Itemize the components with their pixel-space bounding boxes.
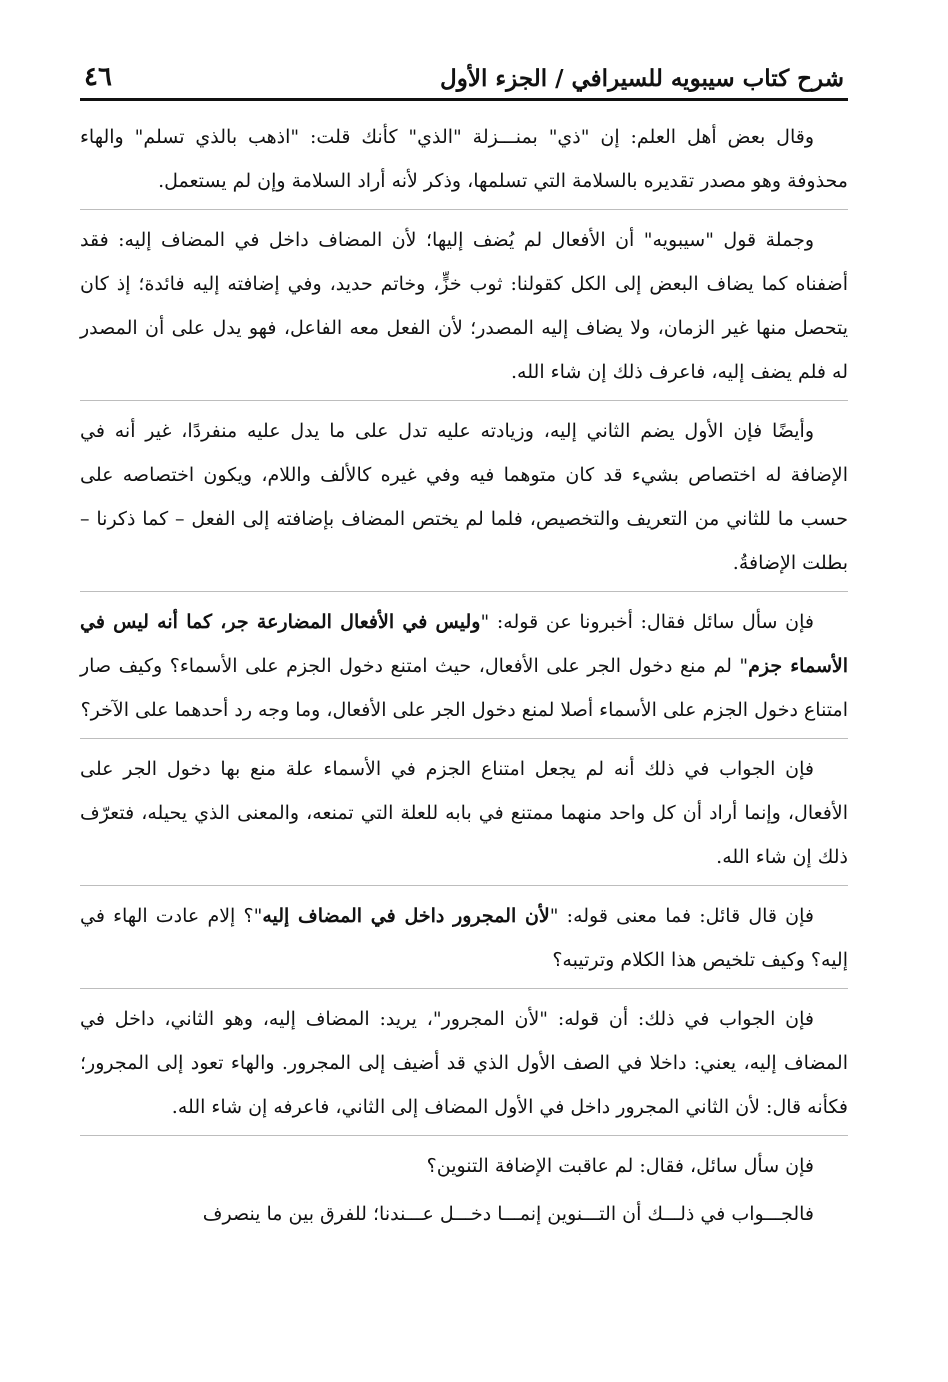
paragraph-text: وقال بعض أهل العلم: إن "ذي" بمنـــزلة "الذي" كأنك قلت: "اذهب بالذي تسلم" والهاء محذوفة وهو مصدر تقديره بالسلامة التي تسلمها، وذكر لأنه أراد السلامة وإن لم يستعمل. bbox=[80, 126, 848, 192]
paragraph-text: فإن الجواب في ذلك أنه لم يجعل امتناع الجزم في الأسماء علة منع بها دخول الجر على الأفعال، وإنما أراد أن كل واحد منهما ممتنع في بابه للعلة التي تمنعه، والمعنى الذي يحيله، فتعرّف ذلك إن شاء الله. bbox=[80, 758, 848, 868]
paragraph bbox=[80, 218, 848, 401]
running-title: شرح كتاب سيبويه للسيرافي / الجزء الأول bbox=[440, 65, 844, 92]
paragraph bbox=[80, 115, 848, 210]
paragraph-text: فإن الجواب في ذلك: أن قوله: "لأن المجرور"، يريد: المضاف إليه، وهو الثاني، داخل في المضاف إليه، يعني: داخلا في الصف الأول الذي قد أضيف إلى المجرور. والهاء تعود إلى المجرور؛ فكأنه قال: لأن الثاني المجرور داخل في الأول المضاف إلى الثاني، فاعرفه إن شاء الله. bbox=[80, 1008, 848, 1118]
paragraph bbox=[80, 894, 848, 989]
paragraph bbox=[80, 1144, 848, 1188]
paragraph-text: وأيضًا فإن الأول يضم الثاني إليه، وزيادته عليه تدل على ما يدل عليه منفردًا، غير أنه في الإضافة له اختصاص بشيء قد كان متوهما فيه وفي غيره كالألف واللام، ويكون اختصاصه على حسب ما للثاني من التعريف والتخصيص، فلما لم يختص المضاف بإضافته إلى الفعل – كما ذكرنا – بطلت الإضافةُ. bbox=[80, 420, 848, 574]
paragraph bbox=[80, 600, 848, 739]
paragraph bbox=[80, 1192, 848, 1236]
paragraph bbox=[80, 747, 848, 886]
bold-quote: لأن المجرور داخل في المضاف إليه bbox=[262, 905, 550, 927]
bold-quote: وليس في الأفعال المضارعة جر، كما أنه ليس في الأسماء جزم bbox=[80, 611, 848, 677]
paragraph bbox=[80, 409, 848, 592]
paragraph-text: فالجـــواب في ذلـــك أن التـــنوين إنمـــا دخـــل عـــندنا؛ للفرق بين ما ينصرف bbox=[202, 1203, 814, 1225]
paragraph-text: فإن قال قائل: فما معنى قوله: " bbox=[549, 905, 814, 927]
page-number: ٤٦ bbox=[84, 62, 112, 92]
body-text bbox=[80, 115, 848, 1236]
page-header bbox=[80, 48, 848, 101]
paragraph-text: " لم منع دخول الجر على الأفعال، حيث امتنع دخول الجزم على الأسماء؟ وكيف صار امتناع دخول الجزم على الأسماء أصلا لمنع دخول الجر على الأفعال، وما وجه رد أحدهما على الآخر؟ bbox=[80, 655, 848, 721]
paragraph-text: فإن سأل سائل فقال: أخبرونا عن قوله: " bbox=[480, 611, 814, 633]
paragraph-text: "؟ إلام عادت الهاء في إليه؟ وكيف تلخيص هذا الكلام وترتيبه؟ bbox=[80, 905, 848, 971]
paragraph-text: وجملة قول "سيبويه" أن الأفعال لم يُضف إليها؛ لأن المضاف داخل في المضاف إليه: فقد أضفناه كما يضاف البعض إلى الكل كقولنا: ثوب خزٍّ، وخاتم حديد، وفي إضافته إليه فائدة؛ إذ كان يتحصل منها غير الزمان، ولا يضاف إليه المصدر؛ لأن الفعل معه الفاعل، فهو يدل على أن المصدر له فلم يضف إليه، فاعرف ذلك إن شاء الله. bbox=[80, 229, 848, 383]
paragraph-text: فإن سأل سائل، فقال: لم عاقبت الإضافة التنوين؟ bbox=[426, 1155, 814, 1177]
paragraph bbox=[80, 997, 848, 1136]
